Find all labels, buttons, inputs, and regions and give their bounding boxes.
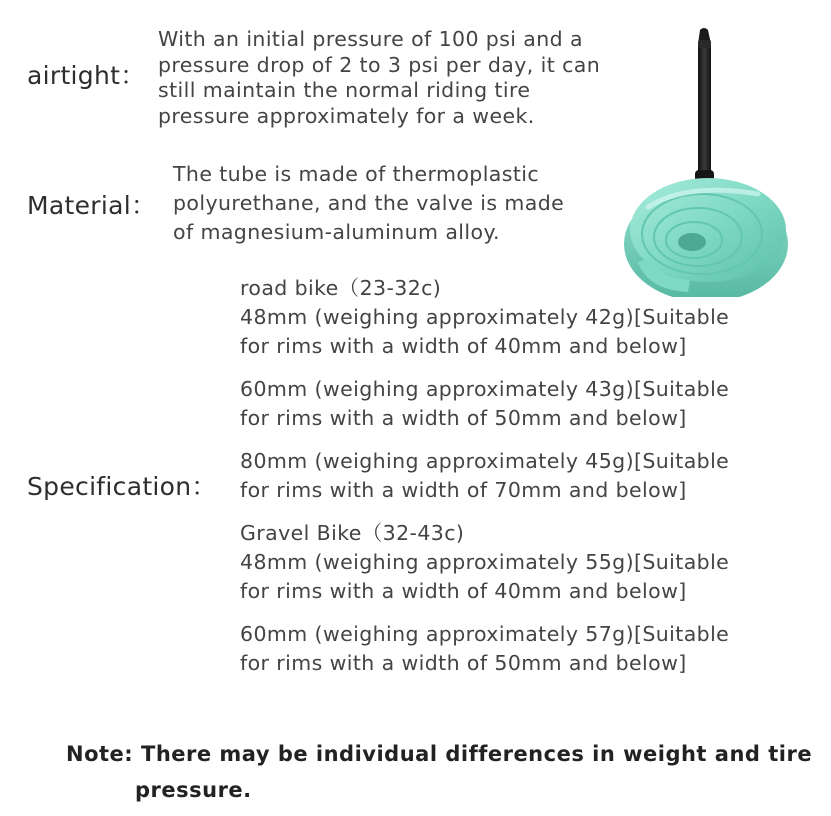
airtight-description [158,27,600,129]
spec-item-line: 48mm (weighing approximately 42g)[Suitable [240,305,730,329]
spec-item-line: 60mm (weighing approximately 43g)[Suitable [240,377,730,401]
airtight-line: pressure approximately for a week. [158,103,535,128]
spec-item-line: for rims with a width of 50mm and below] [240,651,687,675]
material-label: Material： [27,191,157,220]
specification-label: Specification： [27,472,217,501]
spec-item-line: 48mm (weighing approximately 55g)[Suitable [240,550,730,574]
spec-group-road-bike [240,274,729,505]
spec-item [240,375,729,433]
spec-group-gravel-bike [240,519,729,678]
spec-item [240,620,729,678]
material-line: polyurethane, and the valve is made [173,191,565,215]
spec-item [240,303,729,361]
spec-item-line: for rims with a width of 40mm and below] [240,334,687,358]
spec-item-line: for rims with a width of 40mm and below] [240,579,687,603]
airtight-line: pressure drop of 2 to 3 psi per day, it can [158,52,601,77]
spec-item [240,447,729,505]
note [66,736,812,808]
airtight-label: airtight： [27,61,146,90]
material-line: The tube is made of thermoplastic [173,162,540,186]
spec-group-title: Gravel Bike（32-43c) [240,521,465,545]
airtight-line: With an initial pressure of 100 psi and a [158,27,583,51]
spec-item-line: 80mm (weighing approximately 45g)[Suitable [240,449,730,473]
spec-item [240,548,729,606]
note-line: pressure. [135,778,252,802]
material-description [173,160,564,247]
material-line: of magnesium-aluminum alloy. [173,220,500,244]
airtight-line: still maintain the normal riding tire [158,78,531,102]
tpu-inner-tube-icon [618,22,828,297]
spec-item-line: for rims with a width of 70mm and below] [240,478,687,502]
spec-item-line: 60mm (weighing approximately 57g)[Suitable [240,622,730,646]
spec-group-title: road bike（23-32c) [240,276,442,300]
spec-item-line: for rims with a width of 50mm and below] [240,406,687,430]
note-line: Note: There may be individual differences in weight and tire [66,742,813,766]
specification-list [240,274,729,692]
